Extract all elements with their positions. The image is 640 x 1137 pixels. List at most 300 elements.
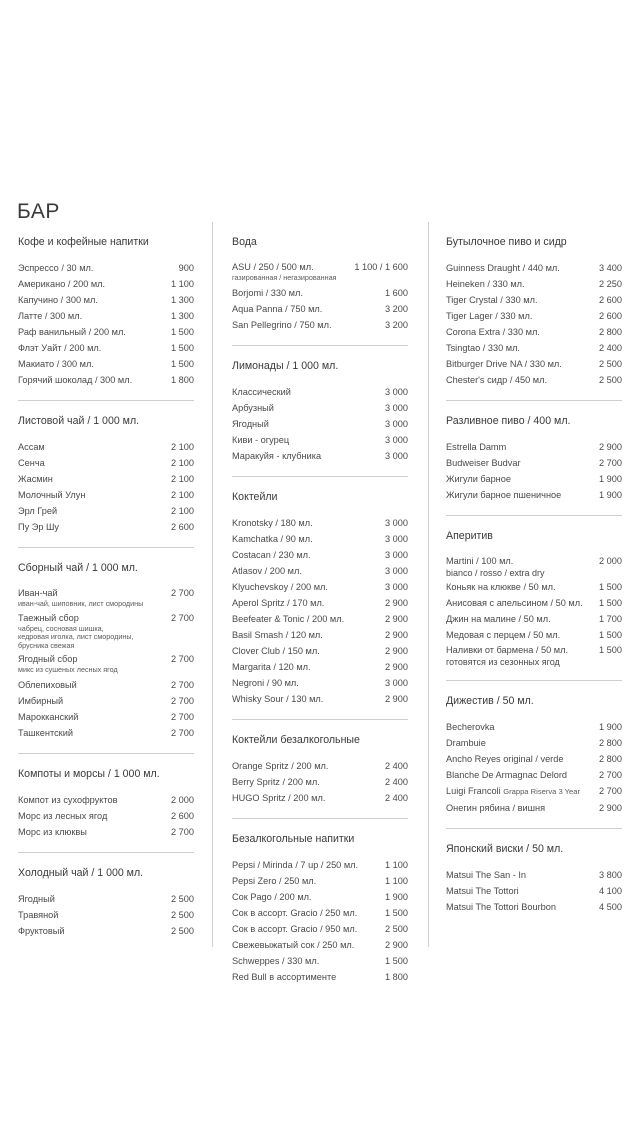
item-name-block — [232, 790, 325, 806]
menu-item — [446, 611, 622, 627]
item-name-block — [18, 677, 77, 693]
item-name-block — [446, 767, 567, 783]
menu-item — [446, 643, 622, 668]
item-name-block — [232, 659, 311, 675]
item-name-block — [446, 487, 561, 503]
menu-item — [18, 439, 194, 455]
item-price: 1 500 — [599, 645, 622, 655]
item-price: 1 500 — [385, 955, 408, 966]
item-name-block — [446, 260, 560, 276]
item-name: Капучино / 300 мл. — [18, 295, 98, 305]
item-price: 1 900 — [599, 474, 622, 484]
section-title: Разливное пиво / 400 мл. — [446, 415, 571, 427]
menu-item — [232, 432, 408, 448]
menu-section — [18, 853, 194, 951]
menu-item — [18, 308, 194, 324]
item-price: 2 900 — [385, 645, 408, 656]
item-price: 1 100 / 1 600 — [354, 262, 408, 272]
item-price: 1 600 — [385, 287, 408, 298]
menu-item — [446, 719, 622, 735]
section-title: Лимонады / 1 000 мл. — [232, 359, 339, 372]
item-price: 2 900 — [385, 939, 408, 950]
menu-item — [18, 808, 194, 824]
item-price: 2 800 — [599, 327, 622, 337]
item-name-block — [232, 285, 303, 301]
item-name-block — [18, 372, 132, 388]
item-price: 2 100 — [171, 458, 194, 468]
item-name-block — [446, 308, 532, 324]
item-name-block — [18, 693, 63, 709]
item-name: Borjomi / 330 мл. — [232, 287, 303, 298]
item-name: Drambuie — [446, 738, 486, 748]
item-name: Aperol Spritz / 170 мл. — [232, 597, 325, 608]
menu-item — [232, 857, 408, 873]
item-name-block — [18, 324, 126, 340]
item-price: 2 400 — [385, 792, 408, 803]
item-name-block — [232, 416, 269, 432]
item-name-block — [18, 308, 82, 324]
menu-item — [232, 758, 408, 774]
item-name: Guinness Draught / 440 мл. — [446, 263, 560, 273]
menu-column — [18, 222, 194, 951]
item-name-block — [232, 611, 344, 627]
item-price: 1 500 — [171, 359, 194, 369]
item-price: 2 700 — [171, 826, 194, 837]
item-price: 1 900 — [599, 490, 622, 500]
menu-section — [232, 477, 408, 720]
item-name: Жигули барное пшеничное — [446, 490, 562, 500]
item-name-block — [446, 611, 551, 627]
item-price: 1 100 — [385, 859, 408, 870]
item-name: Облепиховый — [18, 679, 77, 690]
item-price: 2 900 — [385, 613, 408, 624]
menu-item — [446, 276, 622, 292]
menu-item — [232, 790, 408, 806]
menu-item — [232, 643, 408, 659]
item-name: Tiger Lager / 330 мл. — [446, 311, 533, 321]
menu-item — [446, 324, 622, 340]
menu-item — [446, 867, 622, 883]
menu-item — [18, 693, 194, 709]
menu-item — [232, 579, 408, 595]
item-price: 2 700 — [171, 679, 194, 690]
item-name: Martini / 100 мл. — [446, 556, 514, 566]
menu-item — [18, 519, 194, 535]
item-name-block — [18, 487, 85, 503]
item-price: 2 400 — [385, 760, 408, 771]
item-name: Becherovka — [446, 722, 495, 732]
item-name: Beefeater & Tonic / 200 мл. — [232, 613, 345, 624]
item-price: 1 100 — [385, 875, 408, 886]
item-name: Молочный Улун — [18, 490, 86, 500]
item-price: 2 800 — [599, 754, 622, 764]
section-title: Бутылочное пиво и сидр — [446, 236, 567, 248]
item-price: 2 600 — [171, 810, 194, 821]
item-name-block — [446, 751, 563, 767]
menu-item — [446, 783, 622, 800]
menu-item — [446, 292, 622, 308]
item-name: Медовая с перцем / 50 мл. — [446, 630, 561, 640]
item-price: 3 200 — [385, 303, 408, 314]
item-name-block — [446, 719, 495, 735]
item-price: 3 200 — [385, 319, 408, 330]
item-price: 2 100 — [171, 474, 194, 484]
item-name-block — [446, 276, 525, 292]
item-name: Компот из сухофруктов — [18, 794, 118, 805]
menu-item — [232, 285, 408, 301]
item-price: 1 700 — [599, 614, 622, 624]
item-price: 4 500 — [599, 902, 622, 912]
menu-item — [446, 356, 622, 372]
menu-section — [446, 829, 622, 927]
menu-item — [232, 547, 408, 563]
menu-item — [446, 372, 622, 388]
item-name-block — [18, 276, 105, 292]
item-name: Эспрессо / 30 мл. — [18, 263, 94, 273]
item-price: 3 400 — [599, 263, 622, 273]
item-price: 2 900 — [385, 693, 408, 704]
item-name-block — [18, 340, 101, 356]
item-name-block — [18, 471, 53, 487]
section-title: Аперитив — [446, 530, 493, 542]
item-price: 2 500 — [171, 925, 194, 936]
item-name-block — [446, 735, 486, 751]
item-name: Ягодный — [232, 418, 269, 429]
menu-item — [18, 455, 194, 471]
item-name: Aqua Panna / 750 мл. — [232, 303, 323, 314]
item-name: Маракуйя - клубника — [232, 450, 322, 461]
item-name-block — [18, 725, 73, 741]
item-name: Negroni / 90 мл. — [232, 677, 299, 688]
menu-item — [446, 767, 622, 783]
item-name-block — [446, 899, 556, 915]
item-price: 1 100 — [171, 279, 194, 289]
menu-section — [446, 681, 622, 829]
menu-item — [18, 372, 194, 388]
item-name: Морс из лесных ягод — [18, 810, 108, 821]
menu-item — [232, 595, 408, 611]
item-price: 2 700 — [171, 695, 194, 706]
item-price: 3 000 — [385, 565, 408, 576]
item-name: Анисовая с апельсином / 50 мл. — [446, 598, 583, 608]
item-name: Heineken / 330 мл. — [446, 279, 525, 289]
item-price: 1 500 — [599, 598, 622, 608]
item-price: 2 000 — [599, 556, 622, 566]
item-name: Фруктовый — [18, 925, 65, 936]
item-note: иван-чай, шиповник, лист смородины — [18, 599, 144, 608]
item-price: 3 000 — [385, 677, 408, 688]
item-name-block — [18, 356, 94, 372]
menu-item — [18, 907, 194, 923]
item-subtitle: bianco / rosso / extra dry — [446, 568, 545, 578]
item-name: Basil Smash / 120 мл. — [232, 629, 323, 640]
item-price: 1 500 — [599, 582, 622, 592]
item-name-block — [232, 953, 319, 969]
item-name: Американо / 200 мл. — [18, 279, 106, 289]
menu-item — [446, 595, 622, 611]
item-name: Matsui The San - In — [446, 870, 527, 880]
item-name: Luigi Francoli — [446, 786, 501, 796]
item-name: Иван-чай — [18, 588, 58, 598]
item-name-block — [18, 519, 59, 535]
item-price: 2 500 — [171, 893, 194, 904]
menu-item — [232, 627, 408, 643]
item-price: 2 400 — [385, 776, 408, 787]
item-name-block — [232, 515, 313, 531]
menu-item — [232, 969, 408, 985]
item-name: Киви - огурец — [232, 434, 290, 445]
column-divider — [428, 222, 429, 947]
section-title: Холодный чай / 1 000 мл. — [18, 866, 144, 879]
item-name: Atlasov / 200 мл. — [232, 565, 302, 576]
item-name: Ассам — [18, 442, 45, 452]
menu-item — [232, 774, 408, 790]
section-title: Вода — [232, 236, 257, 248]
item-name: Tiger Crystal / 330 мл. — [446, 295, 538, 305]
item-name-block — [18, 652, 118, 677]
item-name-block — [446, 579, 556, 595]
item-name-block — [232, 774, 320, 790]
item-name: Классический — [232, 386, 291, 397]
item-price: 2 700 — [599, 770, 622, 780]
section-title: Коктейли — [232, 490, 278, 503]
item-price: 2 000 — [171, 794, 194, 805]
menu-item — [232, 384, 408, 400]
section-title: Коктейли безалкогольные — [232, 733, 360, 746]
item-name-block — [232, 889, 312, 905]
item-name: Сок Pago / 200 мл. — [232, 891, 312, 902]
item-price: 1 500 — [171, 327, 194, 337]
item-note: микс из сушеных лесных ягод — [18, 665, 118, 674]
item-name-block — [232, 691, 323, 707]
item-name-block — [232, 873, 316, 889]
item-subtitle: готовятся из сезонных ягод — [446, 657, 560, 667]
menu-column — [446, 222, 622, 927]
menu-item — [18, 611, 194, 653]
item-name: Ancho Reyes original / verde — [446, 754, 564, 764]
item-price: 1 500 — [385, 907, 408, 918]
item-name: Blanche De Armagnac Delord — [446, 770, 568, 780]
menu-item — [18, 652, 194, 677]
item-name-block — [18, 503, 57, 519]
item-name: Ягодный сбор — [18, 654, 78, 664]
menu-item — [446, 751, 622, 767]
menu-section — [18, 222, 194, 401]
item-name-block — [446, 372, 547, 388]
item-name: Estrella Damm — [446, 442, 507, 452]
item-name: Травяной — [18, 909, 59, 920]
item-name-block — [232, 579, 328, 595]
menu-item — [18, 340, 194, 356]
menu-item — [446, 735, 622, 751]
menu-item — [232, 873, 408, 889]
item-name-block — [446, 883, 519, 899]
item-price: 2 100 — [171, 506, 194, 516]
item-price: 3 000 — [385, 386, 408, 397]
item-name: Горячий шоколад / 300 мл. — [18, 375, 133, 385]
item-name: Макиато / 300 мл. — [18, 359, 94, 369]
menu-item — [18, 709, 194, 725]
item-price: 2 700 — [171, 612, 194, 623]
item-inline-note: Grappa Riserva 3 Year — [503, 787, 581, 796]
item-name-block — [18, 611, 133, 653]
section-title: Сборный чай / 1 000 мл. — [18, 562, 138, 574]
item-name: Corona Extra / 330 мл. — [446, 327, 540, 337]
item-name: Chester's сидр / 450 мл. — [446, 375, 548, 385]
item-price: 1 900 — [385, 891, 408, 902]
menu-item — [18, 725, 194, 741]
menu-section — [232, 346, 408, 477]
item-name: Сок в ассорт. Gracio / 950 мл. — [232, 923, 358, 934]
menu-item — [232, 317, 408, 333]
item-price: 2 600 — [599, 295, 622, 305]
menu-item — [232, 937, 408, 953]
menu-item — [446, 800, 622, 816]
item-name: Pepsi Zero / 250 мл. — [232, 875, 317, 886]
item-name-block — [18, 891, 55, 907]
item-name-block — [232, 531, 313, 547]
item-price: 2 250 — [599, 279, 622, 289]
item-name-block — [18, 792, 117, 808]
menu-section — [446, 516, 622, 681]
item-name-block — [446, 439, 506, 455]
menu-item — [18, 324, 194, 340]
menu-item — [18, 260, 194, 276]
item-name-block — [232, 595, 324, 611]
item-name: Matsui The Tottori Bourbon — [446, 902, 556, 912]
item-name: San Pellegrino / 750 мл. — [232, 319, 332, 330]
item-name: Свежевыжатый сок / 250 мл. — [232, 939, 355, 950]
item-name: Наливки от бармена / 50 мл. — [446, 645, 569, 655]
item-price: 2 100 — [171, 490, 194, 500]
item-price: 3 000 — [385, 581, 408, 592]
item-price: 2 700 — [171, 654, 194, 664]
item-name: Марокканский — [18, 711, 79, 722]
menu-item — [446, 899, 622, 915]
item-price: 1 500 — [171, 343, 194, 353]
menu-item — [446, 455, 622, 471]
item-price: 3 000 — [385, 402, 408, 413]
menu-item — [18, 503, 194, 519]
item-name-block — [18, 709, 78, 725]
item-name-block — [232, 563, 302, 579]
item-price: 3 000 — [385, 533, 408, 544]
item-price: 2 700 — [171, 711, 194, 722]
menu-item — [232, 921, 408, 937]
item-price: 1 300 — [171, 295, 194, 305]
menu-item — [232, 531, 408, 547]
item-name: Whisky Sour / 130 мл. — [232, 693, 324, 704]
menu-item — [18, 891, 194, 907]
section-title: Дижестив / 50 мл. — [446, 695, 534, 707]
menu-item — [446, 883, 622, 899]
menu-item — [18, 356, 194, 372]
item-name: Matsui The Tottori — [446, 886, 519, 896]
item-name-block — [446, 324, 540, 340]
item-name: Margarita / 120 мл. — [232, 661, 311, 672]
item-name-block — [232, 627, 323, 643]
item-name: Ташкентский — [18, 727, 73, 738]
item-name-block — [446, 471, 511, 487]
item-name: Пу Эр Шу — [18, 522, 60, 532]
item-name-block — [446, 292, 538, 308]
section-title: Компоты и морсы / 1 000 мл. — [18, 767, 160, 780]
section-title: Японский виски / 50 мл. — [446, 843, 564, 855]
menu-section — [232, 819, 408, 997]
item-name: Коньяк на клюкве / 50 мл. — [446, 582, 556, 592]
item-name-block — [446, 554, 545, 579]
menu-item — [446, 471, 622, 487]
menu-section — [232, 720, 408, 819]
item-name-block — [446, 643, 568, 668]
item-name-block — [232, 432, 289, 448]
menu-item — [232, 515, 408, 531]
item-name: Жасмин — [18, 474, 53, 484]
item-name: ASU / 250 / 500 мл. — [232, 262, 314, 272]
item-price: 1 500 — [599, 630, 622, 640]
item-name: Clover Club / 150 мл. — [232, 645, 320, 656]
item-name-block — [18, 907, 58, 923]
item-price: 3 000 — [385, 517, 408, 528]
menu-item — [446, 579, 622, 595]
menu-section — [18, 548, 194, 754]
item-price: 2 100 — [171, 442, 194, 452]
menu-item — [446, 554, 622, 579]
item-price: 2 800 — [599, 738, 622, 748]
item-price: 2 900 — [599, 803, 622, 813]
item-name-block — [232, 448, 321, 464]
menu-item — [232, 400, 408, 416]
item-name: Berry Spritz / 200 мл. — [232, 776, 320, 787]
menu-item — [18, 487, 194, 503]
menu-section — [18, 754, 194, 853]
item-name-block — [232, 969, 336, 985]
item-name: Таежный сбор — [18, 612, 79, 623]
item-name-block — [18, 455, 45, 471]
item-name-block — [18, 292, 98, 308]
item-name-block — [232, 921, 357, 937]
item-price: 3 000 — [385, 434, 408, 445]
menu-item — [446, 340, 622, 356]
menu-item — [232, 416, 408, 432]
item-name: Costacan / 230 мл. — [232, 549, 311, 560]
menu-section — [232, 222, 408, 346]
item-price: 2 500 — [171, 909, 194, 920]
section-title: Листовой чай / 1 000 мл. — [18, 415, 140, 427]
menu-section — [446, 222, 622, 401]
menu-item — [446, 627, 622, 643]
menu-item — [232, 675, 408, 691]
item-name-block — [446, 800, 545, 816]
item-price: 2 600 — [171, 522, 194, 532]
menu-item — [232, 563, 408, 579]
menu-item — [232, 260, 408, 285]
menu-item — [18, 923, 194, 939]
item-name-block — [232, 905, 357, 921]
menu-item — [232, 889, 408, 905]
item-price: 2 900 — [385, 597, 408, 608]
item-name-block — [446, 356, 562, 372]
item-price: 3 000 — [385, 450, 408, 461]
item-price: 2 600 — [599, 311, 622, 321]
item-price: 2 900 — [385, 629, 408, 640]
item-price: 2 500 — [385, 923, 408, 934]
item-price: 1 800 — [171, 375, 194, 385]
item-name-block — [232, 301, 322, 317]
item-name: Флэт Уайт / 200 мл. — [18, 343, 102, 353]
menu-item — [18, 276, 194, 292]
menu-section — [18, 401, 194, 548]
